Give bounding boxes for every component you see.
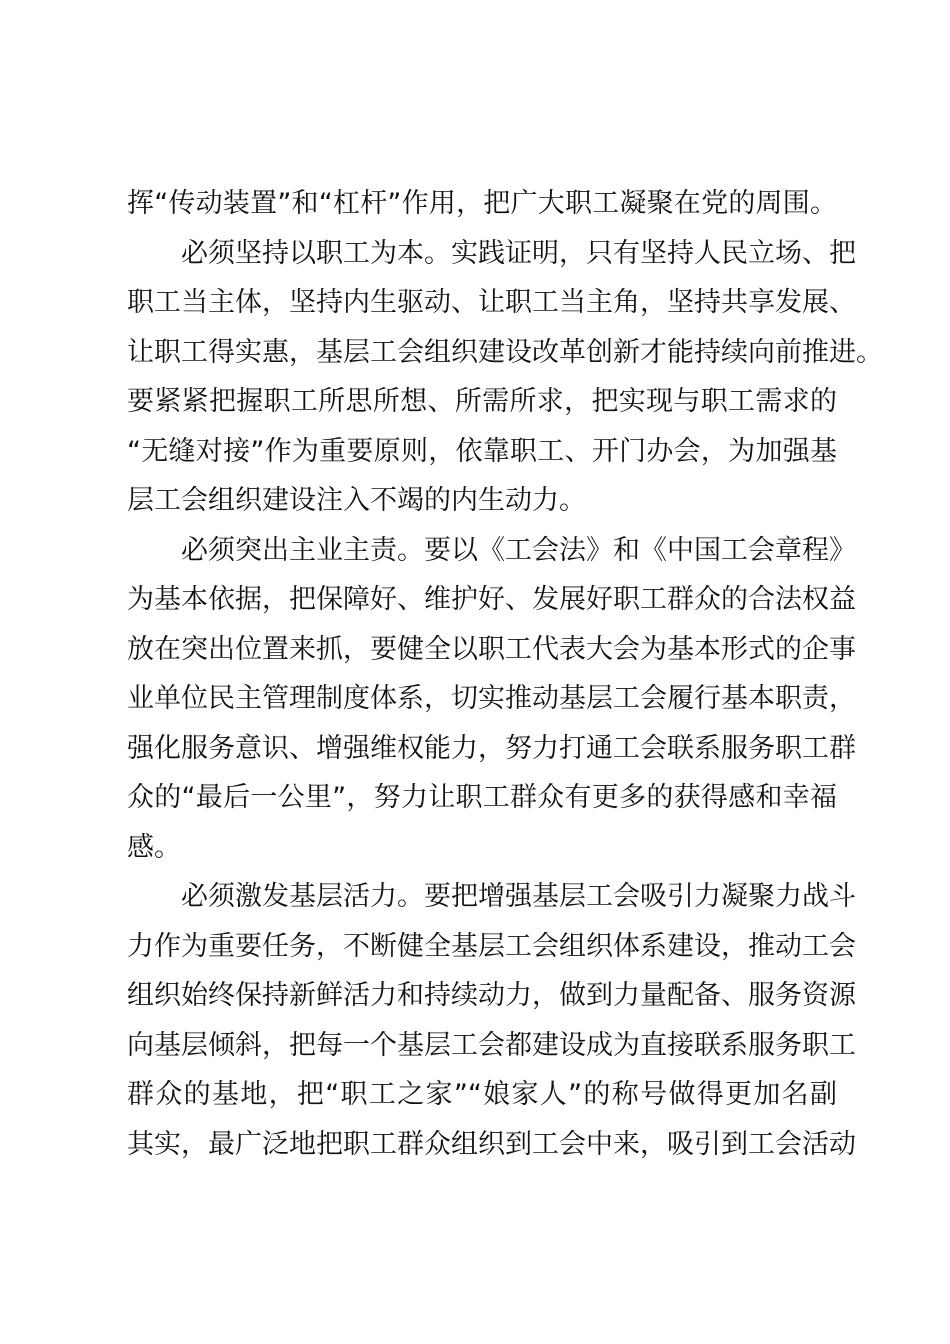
text-line: 组织始终保持新鲜活力和持续动力，做到力量配备、服务资源 <box>127 980 856 1011</box>
text-line: 业单位民主管理制度体系，切实推动基层工会履行基本职责， <box>127 683 856 714</box>
text-line: 众的“最后一公里”，努力让职工群众有更多的获得感和幸福 <box>127 782 837 813</box>
text-line: 力作为重要任务，不断健全基层工会组织体系建设，推动工会 <box>127 930 856 962</box>
text-line: 向基层倾斜，把每一个基层工会都建设成为直接联系服务职工 <box>127 1029 856 1061</box>
text-line: 职工当主体，坚持内生驱动、让职工当主角，坚持共享发展、 <box>127 287 856 318</box>
text-line: 要紧紧把握职工所思所想、所需所求，把实现与职工需求的 <box>127 386 837 417</box>
paragraph-start-line: 必须激发基层活力。要把增强基层工会吸引力凝聚力战斗 <box>181 881 856 912</box>
text-line: 放在突出位置来抓，要健全以职工代表大会为基本形式的企事 <box>127 633 856 665</box>
text-line: 挥“传动装置”和“杠杆”作用，把广大职工凝聚在党的周围。 <box>127 188 837 219</box>
text-line: 强化服务意识、增强维权能力，努力打通工会联系服务职工群 <box>127 732 856 764</box>
text-line: 让职工得实惠，基层工会组织建设改革创新才能持续向前推进。 <box>127 336 883 368</box>
paragraph-start-line: 必须坚持以职工为本。实践证明，只有坚持人民立场、把 <box>181 237 856 269</box>
text-line: 为基本依据，把保障好、维护好、发展好职工群众的合法权益 <box>127 584 856 615</box>
body-text <box>127 179 883 1169</box>
text-line: “无缝对接”作为重要原则，依靠职工、开门办会，为加强基 <box>127 435 837 467</box>
paragraph-end-line: 感。 <box>127 831 181 863</box>
text-line: 其实，最广泛地把职工群众组织到工会中来，吸引到工会活动 <box>127 1128 856 1160</box>
paragraph-end-line: 层工会组织建设注入不竭的内生动力。 <box>127 485 586 516</box>
paragraph-start-line: 必须突出主业主责。要以《工会法》和《中国工会章程》 <box>181 534 856 566</box>
text-line: 群众的基地，把“职工之家”“娘家人”的称号做得更加名副 <box>127 1079 837 1110</box>
